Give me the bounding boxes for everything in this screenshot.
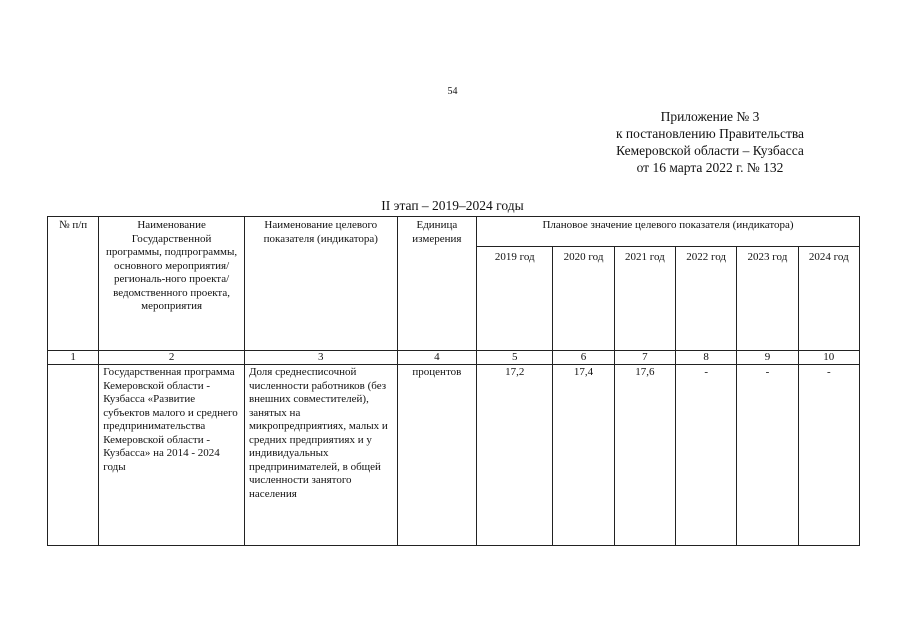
row-indicator-name: Доля среднесписочной численности работников (без внешних совместителей), занятых на микропредприятиях, малых и средних предприятиях и у индивидуальных предпринимателей, в общей численности занятого населения [244, 365, 397, 546]
row-num [48, 365, 99, 546]
header-num: № п/п [48, 217, 99, 351]
column-number: 4 [397, 351, 476, 365]
row-program-name: Государственная программа Кемеровской области - Кузбасса «Развитие субъектов малого и среднего предпринимательства Кемеровской области - Кузбасса» на 2014 - 2024 годы [99, 365, 245, 546]
column-number: 7 [614, 351, 675, 365]
column-number: 6 [553, 351, 614, 365]
page-number: 54 [447, 86, 458, 97]
column-number-row [48, 351, 860, 365]
column-number: 10 [798, 351, 859, 365]
header-planned-value: Плановое значение целевого показателя (индикатора) [477, 217, 860, 247]
column-number: 3 [244, 351, 397, 365]
column-number: 9 [737, 351, 798, 365]
column-number: 1 [48, 351, 99, 365]
column-number: 2 [99, 351, 245, 365]
appendix-line-2: к постановлению Правительства [615, 126, 805, 141]
header-row-1 [48, 217, 860, 247]
row-value-2024: - [798, 365, 859, 546]
row-value-2019: 17,2 [477, 365, 553, 546]
header-program: Наименование Государственной программы, подпрограммы, основного мероприятия/региональ-ного проекта/ ведомственного проекта, мероприятия [99, 217, 245, 351]
header-year: 2021 год [614, 247, 675, 351]
indicators-table [47, 216, 860, 546]
header-unit: Единица измерения [397, 217, 476, 351]
header-year: 2022 год [676, 247, 737, 351]
header-year: 2019 год [477, 247, 553, 351]
column-number: 5 [477, 351, 553, 365]
row-unit: процентов [397, 365, 476, 546]
column-number: 8 [676, 351, 737, 365]
row-value-2023: - [737, 365, 798, 546]
appendix-header [560, 108, 860, 176]
row-value-2021: 17,6 [614, 365, 675, 546]
appendix-line-1: Приложение № 3 [660, 109, 760, 124]
appendix-line-4: от 16 марта 2022 г. № 132 [636, 160, 784, 175]
header-year: 2024 год [798, 247, 859, 351]
row-value-2020: 17,4 [553, 365, 614, 546]
stage-title: II этап – 2019–2024 годы [381, 198, 524, 213]
header-year: 2023 год [737, 247, 798, 351]
row-value-2022: - [676, 365, 737, 546]
table-row [48, 365, 860, 546]
header-year: 2020 год [553, 247, 614, 351]
header-indicator: Наименование целевого показателя (индикатора) [244, 217, 397, 351]
appendix-line-3: Кемеровской области – Кузбасса [616, 143, 804, 158]
